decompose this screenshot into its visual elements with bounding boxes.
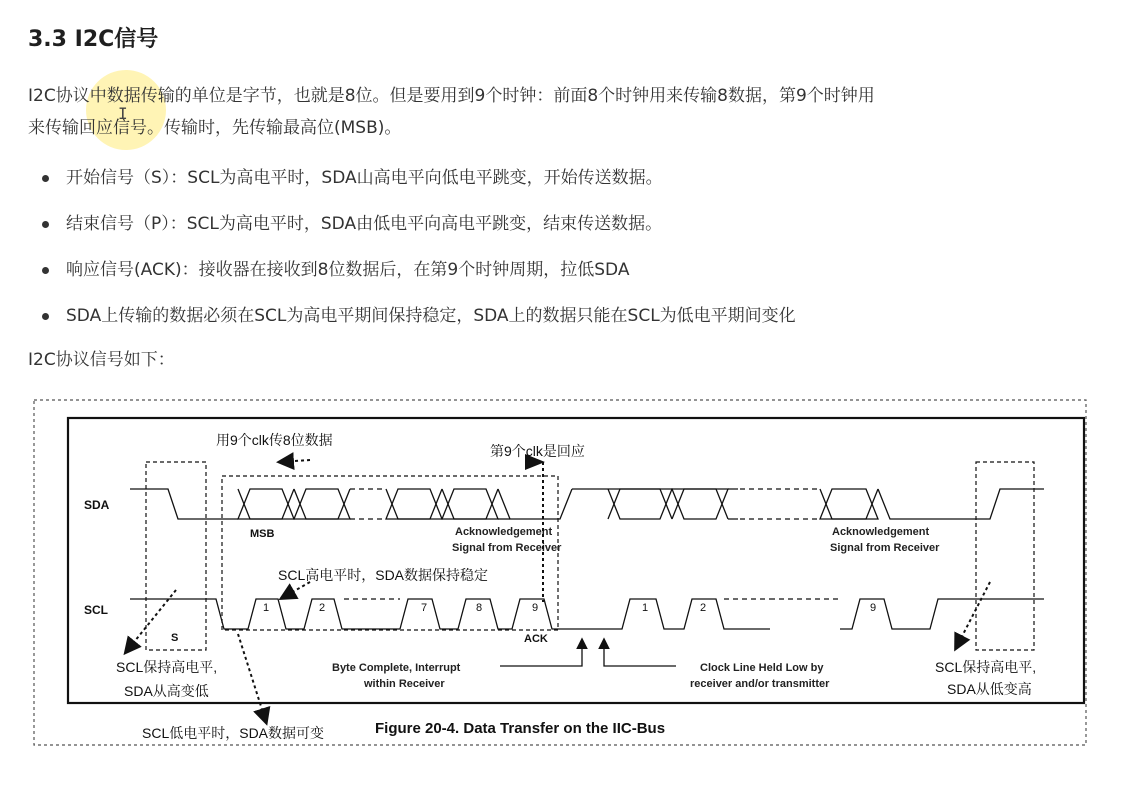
clk-number: 8 (476, 602, 483, 614)
clk-number: 2 (700, 602, 707, 614)
text-cursor-icon: I (118, 104, 128, 123)
bullet-ack-signal (28, 252, 1118, 298)
bullet-text: SDA上传输的数据必须在SCL为高电平期间保持稳定，SDA上的数据只能在SCL为低电平期间变化 (66, 306, 796, 326)
clk-number: 9 (870, 602, 877, 614)
note-start-condition (116, 659, 221, 699)
byte-complete-line1: Byte Complete, Interrupt (332, 662, 461, 674)
section-heading: 3.3 I2C信号 (28, 27, 159, 52)
bullet-text: 结束信号（P）：SCL为高电平时，SDA由低电平向高电平跳变，结束传送数据。 (66, 214, 663, 234)
byte-complete-line2: within Receiver (364, 678, 445, 690)
ack-label: ACK (524, 633, 548, 645)
ack-signal-label-1 (452, 526, 562, 554)
clock-held-arrow (604, 640, 676, 666)
description-paragraph (28, 80, 1108, 144)
bullet-start-signal (28, 160, 1118, 206)
bullet-text: 响应信号(ACK)：接收器在接收到8位数据后，在第9个时钟周期，拉低SDA (66, 260, 630, 280)
i2c-timing-figure (0, 390, 1140, 785)
clk-number: 7 (421, 602, 428, 614)
note-scl-low: SCL低电平时，SDA数据可变 (142, 725, 325, 741)
signal-bullet-list (28, 160, 1118, 344)
clk-number: 1 (263, 602, 270, 614)
note-start-line1: SCL保持高电平, (116, 659, 218, 675)
sda-label: SDA (84, 498, 110, 512)
bullet-text: 开始信号（S）：SCL为高电平时，SDA山高电平向低电平跳变，开始传送数据。 (66, 168, 663, 188)
bullet-dot-icon (42, 221, 49, 228)
clk-number: 1 (642, 602, 649, 614)
ack-signal-2-line1: Acknowledgement (832, 526, 930, 538)
sda-waveform (130, 489, 1044, 519)
clock-held-label (690, 662, 830, 690)
bullet-dot-icon (42, 175, 49, 182)
clk-number: 2 (319, 602, 326, 614)
figure-intro: I2C协议信号如下： (28, 350, 175, 370)
ack-signal-1-line2: Signal from Receiver (452, 542, 562, 554)
bullet-dot-icon (42, 313, 49, 320)
paragraph-line-2: 来传输回应信号。传输时，先传输最高位(MSB)。 (28, 118, 402, 138)
note-start-line2: SDA从高变低 (124, 683, 209, 699)
bullet-stop-signal (28, 206, 1118, 252)
stop-region-box (976, 462, 1034, 650)
note-9-clk: 用9个clk传8位数据 (216, 432, 333, 448)
start-s-label: S (171, 632, 179, 644)
scl-label: SCL (84, 603, 108, 617)
ack-signal-1-line1: Acknowledgement (455, 526, 553, 538)
note-9th-clk: 第9个clk是回应 (490, 443, 585, 459)
note-stop-line2: SDA从低变高 (947, 681, 1032, 697)
byte-complete-label (332, 662, 463, 690)
start-region-box (146, 462, 206, 650)
ack-signal-2-line2: Signal from Receiver (830, 542, 940, 554)
figure-caption: Figure 20-4. Data Transfer on the IIC-Bus (375, 720, 666, 737)
note-scl-high: SCL高电平时，SDA数据保持稳定 (278, 567, 489, 583)
clock-held-line2: receiver and/or transmitter (690, 678, 830, 690)
paragraph-line-1: I2C协议中数据传输的单位是字节，也就是8位。但是要用到9个时钟：前面8个时钟用来传输8数据，第9个时钟用 (28, 86, 875, 106)
ack-signal-label-2 (830, 526, 940, 554)
bullet-dot-icon (42, 267, 49, 274)
msb-label: MSB (250, 528, 275, 540)
note-stop-condition (935, 659, 1040, 697)
bullet-data-stability (28, 298, 1118, 344)
clk-number: 9 (532, 602, 539, 614)
note-stop-line1: SCL保持高电平, (935, 659, 1037, 675)
clock-held-line1: Clock Line Held Low by (700, 662, 824, 674)
